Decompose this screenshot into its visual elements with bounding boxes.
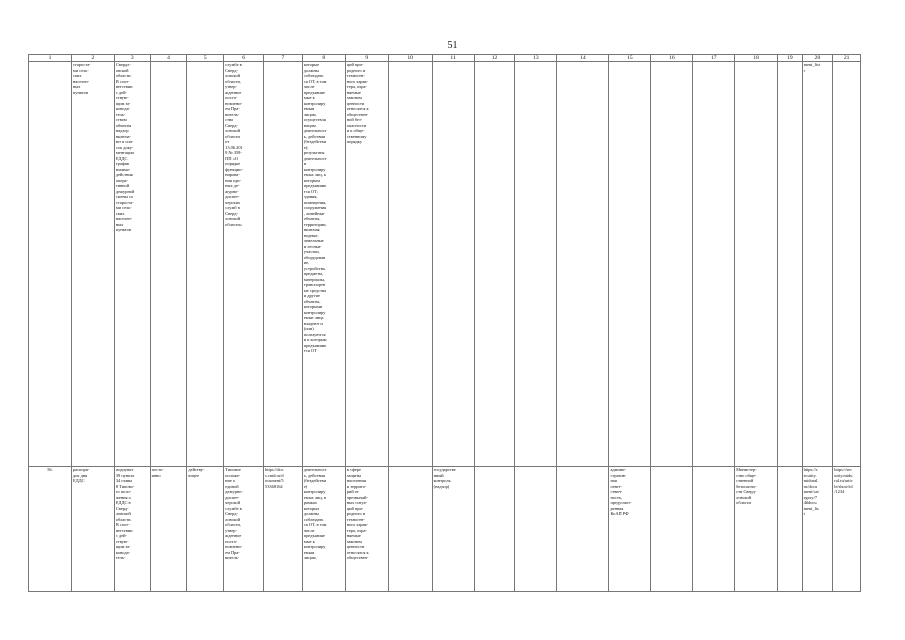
column-header: 17 bbox=[693, 55, 735, 62]
table-cell bbox=[778, 62, 803, 467]
column-header: 3 bbox=[114, 55, 150, 62]
column-header: 21 bbox=[833, 55, 861, 62]
table-cell: которые должны соблюдать ся ОТ, в том числе предъявляе мые к контролиру емым лицам, осуществля ющим деятельност ь, действия (бездействи е); результаты деятельност и контролиру емых лиц, к которым предъявляю тся ОТ; здания, помещения, сооружения , линейные объекты, территории, включая водные, земельные и лесные участки, оборудован ие, устройства, предметы, материалы, транспортн ые средства и другие объекты, которыми контролиру емые лица владеют и (или) пользуются и к которым предъявляю тся ОТ bbox=[302, 62, 345, 467]
regulation-table bbox=[28, 54, 861, 592]
column-header: 10 bbox=[388, 55, 432, 62]
table-cell bbox=[432, 62, 474, 467]
table-cell: распоря- док дня ЕДДС bbox=[71, 467, 114, 592]
link-cell[interactable]: https://s ecurity. midural. ru/docu ment/cat egory/7 4#docu ment_lis t bbox=[802, 467, 833, 592]
table-cell bbox=[651, 62, 693, 467]
table-cell bbox=[264, 62, 303, 467]
table-cell: ment_list r bbox=[802, 62, 833, 467]
table-row bbox=[29, 62, 861, 467]
table-cell: посто- янно bbox=[150, 467, 187, 592]
table-cell bbox=[651, 467, 693, 592]
table-cell bbox=[557, 62, 609, 467]
table-cell bbox=[474, 467, 515, 592]
table-cell: Министер- ство обще- ственной безопасно- сти Сверд- ловской области bbox=[735, 467, 778, 592]
column-header: 1 bbox=[29, 55, 72, 62]
column-header: 8 bbox=[302, 55, 345, 62]
table-cell bbox=[609, 62, 651, 467]
column-header: 16 bbox=[651, 55, 693, 62]
link-cell[interactable]: https://sec urity.midu ral.ru/artic le/show/id /1234 bbox=[833, 467, 861, 592]
column-header: 14 bbox=[557, 55, 609, 62]
table-cell bbox=[735, 62, 778, 467]
table-cell bbox=[388, 62, 432, 467]
table-cell: админи- стратив- ная ответ- ствен- ность, предусмот- ренная КоАП РФ bbox=[609, 467, 651, 592]
column-header: 12 bbox=[474, 55, 515, 62]
column-header: 15 bbox=[609, 55, 651, 62]
column-header: 13 bbox=[515, 55, 557, 62]
table-cell: Типовое положе- ние о единой дежурно- диспет- черской службе в Сверд- ловской области, утвер- жденное поста- новлени- ем Пра- витель- bbox=[224, 467, 264, 592]
table-cell bbox=[778, 467, 803, 592]
column-header: 20 bbox=[802, 55, 833, 62]
column-header: 5 bbox=[187, 55, 224, 62]
table-cell: подпункт 39 пункта 34 главы 8 Типово- го поло- жения о ЕДДС в Сверд- ловской области. В соот- ветствии с дей- ствую- щим за- конода- тель- bbox=[114, 467, 150, 592]
column-header: 9 bbox=[345, 55, 388, 62]
table-cell bbox=[693, 467, 735, 592]
table-cell bbox=[474, 62, 515, 467]
table-cell: действу- ющее bbox=[187, 467, 224, 592]
page-number: 51 bbox=[447, 40, 458, 51]
table-cell bbox=[515, 62, 557, 467]
table-cell bbox=[833, 62, 861, 467]
table-cell bbox=[693, 62, 735, 467]
column-header: 7 bbox=[264, 55, 303, 62]
table-cell: староста- ми сель- ских населен- ных пунктов bbox=[71, 62, 114, 467]
column-header: 18 bbox=[735, 55, 778, 62]
table-cell: ций при- родного и техноген- ного харак- тера, охра- няемые законом ценности относятся к обществен- ной без- опасности и к обще- ственному порядку bbox=[345, 62, 388, 467]
column-header: 19 bbox=[778, 55, 803, 62]
table-cell: деятельност ь, действия (бездействи е) контролиру емых лиц, в рамках которых должны соблюдать ся ОТ, в том числе предъявляе мые к контролиру емым лицам, bbox=[302, 467, 345, 592]
table-cell: в сфере защиты населения и террито- рий от чрезвычай- ных ситуа- ций при- родного и техноген- ного харак- тера, охра- няемые законом ценности относятся к обществен- bbox=[345, 467, 388, 592]
column-header: 6 bbox=[224, 55, 264, 62]
table-row bbox=[29, 467, 861, 592]
column-header: 2 bbox=[71, 55, 114, 62]
column-header: 11 bbox=[432, 55, 474, 62]
row-number-cell: 56. bbox=[29, 467, 72, 592]
table-cell bbox=[187, 62, 224, 467]
table-cell bbox=[388, 467, 432, 592]
column-header: 4 bbox=[150, 55, 187, 62]
table-cell: https://doc s.cntd.ru/d ocument/5 53368164 bbox=[264, 467, 303, 592]
column-number-row bbox=[29, 55, 861, 62]
table-cell: службе в Сверд- ловской области, утвер- жденное поста- новлени- ем Пра- витель- ства Сверд- ловской области от 13.06.201 9 № 358- ПП «О порядке функцио- нирова- ния еди- ных де- журно- диспет- черских служб в Сверд- ловской области» bbox=[224, 62, 264, 467]
table-cell: государстве нный контроль (надзор) bbox=[432, 467, 474, 592]
table-cell bbox=[150, 62, 187, 467]
table-cell bbox=[515, 467, 557, 592]
table-cell bbox=[29, 62, 72, 467]
table-cell: Свердл- овской области. В соот- ветствии с дей- ствую- щим за- конода- тель- ством объекты надзор включа- ют в спи- сок доку- ментации ЕДДС график взаимо- действия опера- тивной дежурной смены со староста- ми сель- ских населен- ных пунктов bbox=[114, 62, 150, 467]
table-cell bbox=[557, 467, 609, 592]
